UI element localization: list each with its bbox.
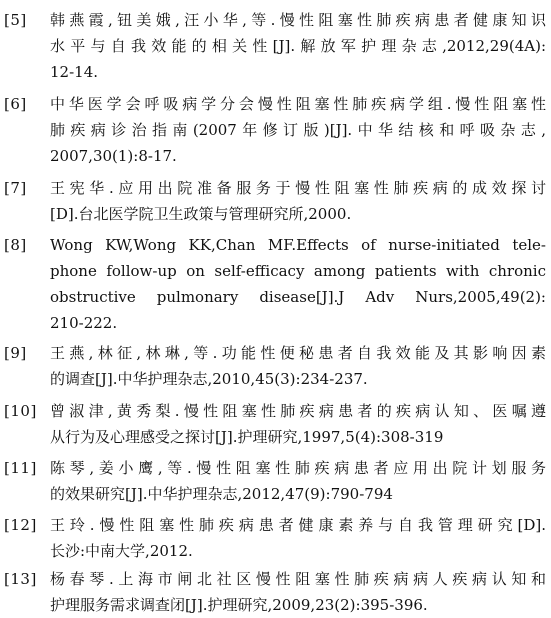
reference-line: 12-14. — [50, 63, 99, 81]
reference-text — [50, 566, 546, 618]
reference-line: 210-222. — [50, 314, 118, 332]
reference-number: [7] — [4, 179, 27, 197]
reference-text — [50, 232, 546, 336]
reference-text — [50, 340, 546, 392]
reference-number: [9] — [4, 344, 27, 362]
reference-text — [50, 398, 546, 450]
reference-line: 肺疾病诊治指南(2007年修订版)[J].中华结核和呼吸杂志, — [50, 121, 546, 139]
reference-number: [10] — [4, 402, 37, 420]
reference-line: 护理服务需求调查闭[J].护理研究,2009,23(2):395-396. — [50, 596, 428, 614]
reference-line: 陈琴,姜小鹰,等.慢性阻塞性肺疾病患者应用出院计划服务 — [50, 459, 546, 477]
reference-line: 杨春琴.上海市闸北社区慢性阻塞性肺疾病病人疾病认知和 — [50, 570, 546, 588]
reference-line: 韩燕霞,钮美娥,汪小华,等.慢性阻塞性肺疾病患者健康知识 — [50, 11, 546, 29]
reference-text — [50, 7, 546, 85]
reference-line: 王玲.慢性阻塞性肺疾病患者健康素养与自我管理研究[D]. — [50, 516, 546, 534]
reference-number: [5] — [4, 11, 27, 29]
reference-line: 水平与自我效能的相关性[J].解放军护理杂志,2012,29(4A): — [50, 37, 546, 55]
reference-line: 王燕,林征,林琳,等.功能性便秘患者自我效能及其影响因素 — [50, 344, 546, 362]
reference-text — [50, 91, 546, 169]
reference-line: 的调查[J].中华护理杂志,2010,45(3):234-237. — [50, 370, 368, 388]
reference-line: 从行为及心理感受之探讨[J].护理研究,1997,5(4):308-319 — [50, 428, 444, 446]
reference-text — [50, 175, 546, 227]
reference-line: phone follow-up on self-efficacy among patients with chronic — [50, 262, 546, 280]
reference-line: 曾淑津,黄秀梨.慢性阻塞性肺疾病患者的疾病认知、医嘱遵 — [50, 402, 546, 420]
reference-line: Wong KW,Wong KK,Chan MF.Effects of nurse-initiated tele- — [50, 236, 546, 254]
reference-number: [12] — [4, 516, 37, 534]
reference-line: 王宪华.应用出院准备服务于慢性阻塞性肺疾病的成效探讨 — [50, 179, 546, 197]
reference-number: [8] — [4, 236, 27, 254]
reference-line: 中华医学会呼吸病学分会慢性阻塞性肺疾病学组.慢性阻塞性 — [50, 95, 546, 113]
reference-line: [D].台北医学院卫生政策与管理研究所,2000. — [50, 205, 352, 223]
reference-number: [13] — [4, 570, 37, 588]
reference-line: obstructive pulmonary disease[J].J Adv Nurs,2005,49(2): — [50, 288, 546, 306]
reference-line: 的效果研究[J].中华护理杂志,2012,47(9):790-794 — [50, 485, 393, 503]
reference-line: 长沙:中南大学,2012. — [50, 542, 193, 560]
reference-text — [50, 455, 546, 507]
reference-number: [6] — [4, 95, 27, 113]
reference-text — [50, 512, 546, 564]
reference-number: [11] — [4, 459, 37, 477]
reference-line: 2007,30(1):8-17. — [50, 147, 177, 165]
